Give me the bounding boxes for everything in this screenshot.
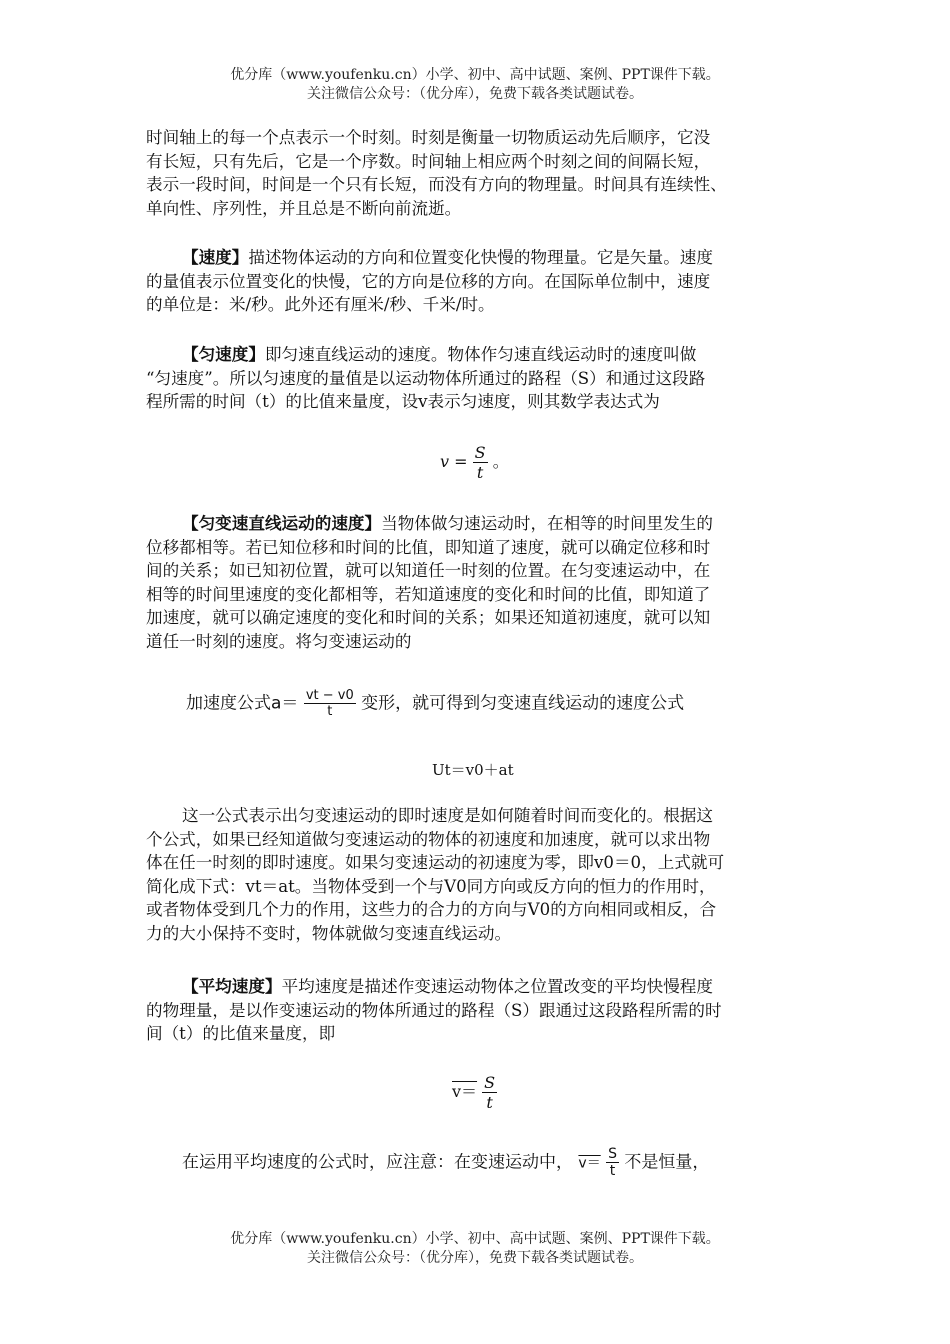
text-line xyxy=(146,246,806,270)
text-line: 道任一时刻的速度。将匀变速运动的 xyxy=(146,631,412,651)
equation-velocity-formula xyxy=(432,759,514,780)
text-line: 的单位是：米/秒。此外还有厘米/秒、千米/时。 xyxy=(146,295,495,314)
text-line: 的量值表示位置变化的快慢，它的方向是位移的方向。在国际单位制中，速度 xyxy=(146,271,711,291)
text-span: 当物体做匀速运动时，在相等的时间里发生的 xyxy=(381,514,713,533)
header-line-2: 关注微信公众号：（优分库），免费下载各类试题试卷。 xyxy=(307,86,643,102)
text-line: 体在任一时刻的即时速度。如果匀变速运动的初速度为零，即v0＝0，上式就可 xyxy=(146,853,725,872)
text-line: 相等的时间里速度的变化都相等，若知道速度的变化和时间的比值，即知道了 xyxy=(146,584,711,604)
eq-suffix: 不是恒量， xyxy=(624,1152,710,1173)
text-line: 这一公式表示出匀变速运动的即时速度是如何随着时间而变化的。根据这 xyxy=(182,806,713,825)
text-line: “匀速度”。所以匀速度的量值是以运动物体所通过的路程（S）和通过这段路 xyxy=(146,368,706,388)
paragraph-uniformly-accelerated xyxy=(146,512,806,653)
text-span: 即匀速直线运动的速度。物体作匀速直线运动时的速度叫做 xyxy=(264,345,697,364)
text-line: 单向性、序列性，并且总是不断向前流逝。 xyxy=(146,198,462,218)
footer-line-1: 优分库（www.youfenku.cn）小学、初中、高中试题、案例、PPT课件下载。 xyxy=(230,1231,720,1247)
fraction xyxy=(482,1073,497,1112)
text-line: 间的关系；如已知初位置，就可以知道任一时刻的位置。在匀变速运动中，在 xyxy=(146,561,711,580)
text-line: 力的大小保持不变时，物体就做匀变速直线运动。 xyxy=(146,923,512,943)
fraction xyxy=(473,443,488,482)
footer-line-2: 关注微信公众号：（优分库），免费下载各类试题试卷。 xyxy=(307,1250,643,1266)
eq-prefix: 加速度公式a＝ xyxy=(186,693,299,714)
text-line: 位移都相等。若已知位移和时间的比值，即知道了速度，就可以确定位移和时 xyxy=(146,537,711,557)
term-label: 【平均速度】 xyxy=(182,976,282,996)
equation-average-velocity-note xyxy=(182,1146,709,1179)
page-header xyxy=(0,66,950,104)
eq-lhs: v = xyxy=(440,452,468,471)
paragraph-formula-explanation xyxy=(146,804,806,945)
text-line xyxy=(146,975,806,999)
text-line: 的物理量，是以作变速运动的物体所通过的路程（S）跟通过这段路程所需的时 xyxy=(146,1000,722,1020)
eq-text: Ut＝v0＋at xyxy=(432,761,514,779)
text-span: 平均速度是描述作变速运动物体之位置改变的平均快慢程度 xyxy=(281,977,713,996)
eq-lhs: v＝ xyxy=(578,1155,601,1172)
text-line: 或者物体受到几个力的作用，这些力的合力的方向与V0的方向相同或相反，合 xyxy=(146,900,717,919)
fraction-numerator: S xyxy=(484,1073,496,1092)
fraction-numerator: S xyxy=(608,1146,617,1162)
eq-tail: 。 xyxy=(492,452,509,471)
text-line: 时间轴上的每一个点表示一个时刻。时刻是衡量一切物质运动先后顺序，它没 xyxy=(146,128,711,147)
paragraph-velocity xyxy=(146,246,806,317)
text-line: 个公式，如果已经知道做匀变速运动的物体的初速度和加速度，就可以求出物 xyxy=(146,829,711,849)
text-line: 有长短，只有先后，它是一个序数。时间轴上相应两个时刻之间的间隔长短， xyxy=(146,151,711,171)
text-line: 加速度，就可以确定速度的变化和时间的关系；如果还知道初速度，就可以知 xyxy=(146,608,711,627)
text-line: 间（t）的比值来量度，即 xyxy=(146,1024,336,1043)
page-footer xyxy=(0,1230,950,1268)
equation-acceleration xyxy=(186,688,684,719)
fraction xyxy=(606,1146,619,1179)
text-line: 表示一段时间，时间是一个只有长短，而没有方向的物理量。时间具有连续性、 xyxy=(146,175,727,194)
header-line-1: 优分库（www.youfenku.cn）小学、初中、高中试题、案例、PPT课件下载。 xyxy=(230,67,720,83)
fraction-denominator: t xyxy=(476,463,484,482)
fraction-denominator: t xyxy=(327,704,333,719)
equation-average-velocity xyxy=(452,1073,497,1112)
text-span: 描述物体运动的方向和位置变化快慢的物理量。它是矢量。速度 xyxy=(248,248,713,267)
fraction-denominator: t xyxy=(609,1163,616,1179)
eq-suffix: 变形，就可得到匀变速直线运动的速度公式 xyxy=(361,693,685,714)
term-label: 【速度】 xyxy=(182,247,249,267)
term-label: 【匀变速直线运动的速度】 xyxy=(182,513,382,533)
eq-prefix: 在运用平均速度的公式时，应注意：在变速运动中， xyxy=(182,1152,573,1173)
text-line: 程所需的时间（t）的比值来量度，设v表示匀速度，则其数学表达式为 xyxy=(146,392,660,411)
fraction-numerator: S xyxy=(474,443,486,462)
term-label: 【匀速度】 xyxy=(182,344,265,364)
fraction-numerator: vt − v0 xyxy=(305,688,354,703)
equation-uniform-velocity xyxy=(440,443,509,482)
text-line xyxy=(146,343,806,367)
text-line: 简化成下式：vt＝at。当物体受到一个与V0同方向或反方向的恒力的作用时， xyxy=(146,876,716,896)
fraction xyxy=(304,688,356,719)
eq-lhs: v＝ xyxy=(452,1082,478,1101)
text-line xyxy=(146,512,806,536)
fraction-denominator: t xyxy=(486,1093,493,1112)
paragraph-average-velocity xyxy=(146,975,806,1046)
paragraph-time xyxy=(146,126,806,220)
paragraph-uniform-velocity xyxy=(146,343,806,414)
